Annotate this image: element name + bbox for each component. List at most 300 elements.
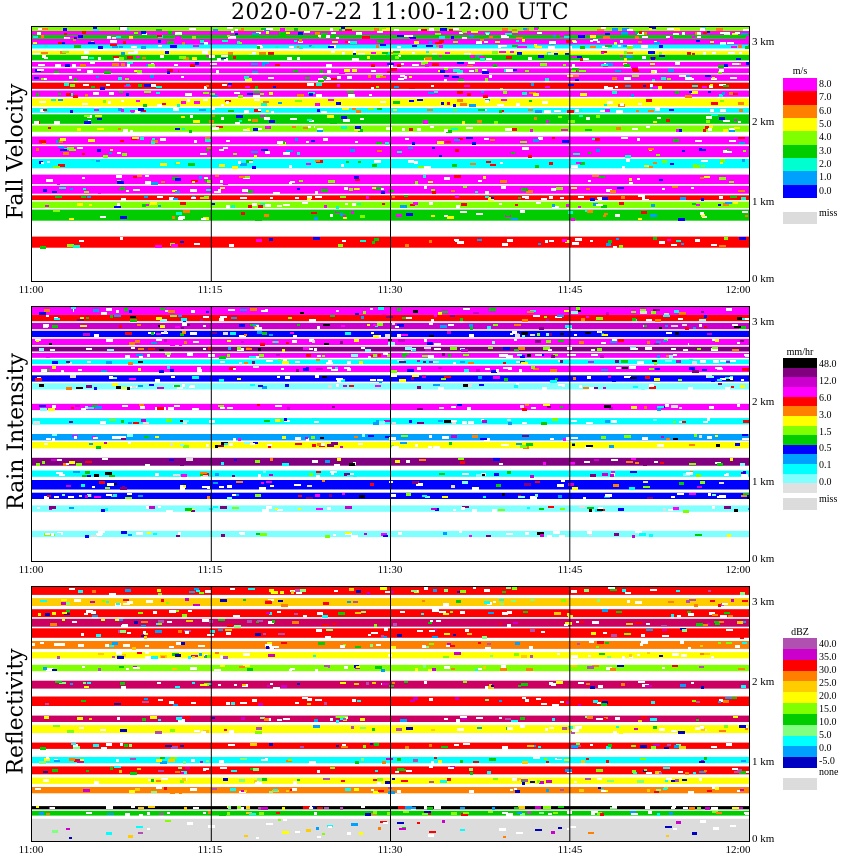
noise-cell	[563, 64, 566, 66]
noise-cell	[696, 217, 699, 219]
noise-cell	[98, 57, 101, 60]
noise-cell	[148, 348, 155, 350]
noise-cell	[635, 531, 640, 533]
noise-cell	[611, 471, 615, 473]
noise-cell	[89, 718, 92, 720]
noise-cell	[549, 240, 554, 242]
noise-cell	[367, 779, 370, 781]
noise-cell	[558, 495, 562, 498]
noise-cell	[239, 42, 242, 44]
noise-cell	[312, 444, 316, 447]
noise-cell	[502, 746, 508, 749]
noise-cell	[512, 31, 518, 33]
noise-cell	[312, 460, 318, 463]
noise-cell	[144, 91, 151, 93]
noise-cell	[272, 620, 275, 623]
noise-cell	[691, 187, 694, 189]
noise-cell	[624, 435, 631, 438]
noise-cell	[659, 55, 665, 57]
noise-cell	[601, 342, 606, 344]
noise-cell	[535, 165, 539, 168]
noise-cell	[193, 120, 200, 123]
noise-cell	[218, 684, 221, 686]
noise-cell	[174, 64, 178, 66]
noise-cell	[109, 92, 114, 95]
noise-cell	[463, 308, 470, 310]
noise-cell	[743, 471, 746, 474]
noise-cell	[424, 166, 431, 169]
x-tick-label: 11:30	[377, 284, 403, 296]
noise-cell	[538, 55, 544, 58]
noise-cell	[295, 443, 302, 445]
noise-cell	[363, 311, 366, 314]
noise-cell	[378, 827, 381, 830]
noise-cell	[426, 51, 429, 53]
noise-cell	[567, 110, 574, 113]
noise-cell	[603, 632, 607, 634]
noise-cell	[229, 443, 233, 446]
noise-cell	[270, 683, 273, 685]
colorbar-swatch	[783, 692, 817, 703]
noise-cell	[543, 404, 550, 406]
noise-cell	[69, 149, 76, 151]
noise-cell	[415, 459, 419, 461]
noise-cell	[465, 629, 469, 632]
noise-cell	[120, 729, 127, 732]
noise-cell	[595, 138, 600, 141]
noise-cell	[536, 202, 541, 204]
noise-cell	[548, 46, 555, 49]
noise-cell	[34, 77, 39, 79]
noise-cell	[522, 39, 525, 42]
missing-label: miss	[819, 208, 838, 219]
noise-cell	[354, 436, 358, 438]
noise-cell	[78, 35, 83, 38]
noise-cell	[256, 727, 262, 730]
noise-cell	[257, 778, 262, 781]
noise-cell	[190, 115, 193, 118]
noise-cell	[121, 52, 125, 55]
noise-cell	[357, 700, 361, 702]
noise-cell	[137, 70, 142, 73]
noise-cell	[657, 444, 664, 447]
noise-cell	[153, 533, 157, 535]
noise-cell	[156, 333, 161, 335]
noise-cell	[520, 717, 525, 720]
noise-cell	[491, 685, 494, 687]
noise-cell	[344, 473, 350, 475]
noise-cell	[401, 334, 408, 336]
noise-cell	[412, 807, 416, 809]
noise-cell	[603, 215, 606, 217]
noise-cell	[659, 179, 663, 181]
noise-cell	[74, 37, 77, 39]
noise-cell	[152, 138, 155, 140]
noise-cell	[521, 683, 528, 686]
noise-cell	[171, 137, 177, 139]
noise-cell	[307, 83, 314, 86]
noise-cell	[338, 244, 343, 247]
noise-cell	[644, 406, 647, 409]
noise-cell	[256, 239, 262, 242]
noise-cell	[110, 315, 113, 318]
noise-cell	[413, 310, 418, 313]
noise-cell	[158, 506, 161, 508]
noise-cell	[350, 41, 357, 44]
noise-cell	[332, 41, 338, 43]
noise-cell	[591, 354, 598, 356]
noise-cell	[374, 743, 379, 746]
noise-cell	[138, 361, 143, 363]
noise-cell	[651, 746, 656, 749]
noise-cell	[35, 378, 42, 381]
noise-cell	[519, 77, 526, 79]
noise-cell	[303, 615, 307, 617]
noise-cell	[724, 237, 728, 240]
noise-cell	[697, 36, 701, 38]
noise-cell	[94, 334, 99, 337]
noise-cell	[405, 138, 409, 140]
noise-cell	[432, 191, 436, 194]
noise-cell	[277, 611, 281, 613]
noise-cell	[147, 828, 150, 830]
noise-cell	[84, 613, 88, 615]
noise-cell	[292, 126, 296, 128]
noise-cell	[318, 35, 321, 37]
noise-cell	[227, 497, 232, 500]
noise-cell	[170, 369, 174, 372]
noise-cell	[355, 761, 359, 764]
noise-cell	[425, 57, 432, 60]
noise-cell	[101, 370, 107, 372]
noise-cell	[303, 421, 307, 423]
noise-cell	[417, 630, 423, 632]
noise-cell	[209, 420, 215, 423]
noise-cell	[140, 137, 144, 140]
noise-cell	[229, 244, 234, 247]
colorbar-label: 1.5	[819, 426, 832, 438]
noise-cell	[442, 496, 448, 498]
noise-cell	[253, 128, 258, 131]
noise-cell	[161, 778, 168, 780]
noise-cell	[451, 668, 455, 670]
noise-cell	[652, 360, 657, 362]
noise-cell	[342, 493, 345, 495]
noise-cell	[320, 70, 323, 73]
noise-cell	[130, 130, 133, 132]
noise-cell	[707, 333, 712, 335]
noise-cell	[651, 701, 655, 704]
noise-cell	[205, 137, 210, 139]
noise-cell	[240, 532, 245, 535]
noise-cell	[694, 604, 698, 607]
noise-cell	[173, 474, 180, 476]
noise-cell	[372, 164, 377, 167]
noise-cell	[257, 620, 263, 622]
noise-cell	[359, 832, 363, 835]
noise-cell	[447, 778, 451, 781]
noise-cell	[672, 186, 678, 188]
colorbar-label: 20.0	[819, 691, 837, 702]
noise-cell	[630, 377, 637, 379]
noise-cell	[610, 589, 617, 591]
noise-cell	[673, 139, 679, 142]
noise-cell	[118, 77, 122, 80]
noise-cell	[200, 319, 203, 321]
noise-cell	[454, 175, 461, 178]
noise-cell	[642, 437, 648, 440]
noise-cell	[123, 644, 130, 647]
noise-cell	[164, 339, 167, 342]
noise-cell	[316, 83, 322, 86]
noise-cell	[453, 28, 459, 30]
noise-cell	[142, 701, 149, 703]
noise-cell	[237, 806, 241, 809]
noise-cell	[315, 196, 322, 198]
noise-cell	[464, 369, 469, 372]
noise-cell	[262, 778, 267, 781]
noise-cell	[666, 36, 670, 38]
noise-cell	[571, 311, 578, 314]
noise-cell	[657, 355, 660, 358]
noise-cell	[585, 332, 591, 334]
noise-cell	[447, 216, 454, 219]
noise-cell	[462, 421, 467, 424]
noise-cell	[627, 600, 630, 603]
noise-cell	[742, 159, 745, 162]
noise-cell	[226, 632, 231, 635]
noise-cell	[673, 828, 677, 830]
noise-cell	[236, 494, 239, 496]
noise-cell	[648, 51, 655, 54]
noise-cell	[255, 218, 262, 221]
noise-cell	[122, 624, 128, 627]
noise-cell	[484, 589, 490, 592]
noise-cell	[565, 53, 569, 55]
noise-cell	[101, 619, 105, 621]
noise-cell	[151, 791, 157, 793]
noise-cell	[96, 76, 99, 78]
noise-cell	[518, 685, 521, 687]
noise-cell	[275, 482, 281, 484]
noise-cell	[41, 162, 44, 164]
noise-cell	[51, 459, 57, 461]
noise-cell	[209, 55, 215, 58]
noise-cell	[171, 746, 178, 749]
noise-cell	[590, 240, 593, 242]
noise-cell	[590, 46, 596, 48]
noise-cell	[560, 333, 564, 335]
noise-cell	[228, 744, 235, 746]
noise-cell	[217, 58, 221, 61]
noise-cell	[48, 408, 55, 411]
noise-cell	[112, 46, 118, 48]
noise-cell	[588, 655, 591, 657]
noise-cell	[52, 669, 57, 671]
noise-cell	[537, 780, 540, 783]
noise-cell	[178, 315, 182, 317]
noise-cell	[139, 404, 144, 406]
noise-cell	[527, 311, 534, 313]
noise-cell	[45, 205, 49, 207]
noise-cell	[571, 56, 577, 58]
noise-cell	[232, 475, 235, 477]
noise-cell	[355, 646, 361, 648]
noise-cell	[85, 535, 89, 538]
noise-cell	[547, 406, 551, 408]
noise-cell	[483, 496, 486, 498]
noise-cell	[717, 379, 722, 381]
colorbar-unit: dBZ	[791, 627, 809, 638]
noise-cell	[667, 78, 671, 80]
noise-cell	[155, 436, 159, 438]
noise-cell	[342, 240, 346, 242]
noise-cell	[580, 58, 583, 61]
noise-cell	[530, 655, 533, 658]
noise-cell	[141, 621, 148, 623]
noise-cell	[460, 361, 465, 363]
noise-cell	[718, 701, 721, 703]
noise-cell	[393, 623, 397, 626]
noise-cell	[469, 324, 473, 327]
noise-cell	[499, 623, 502, 625]
noise-cell	[58, 99, 63, 101]
noise-cell	[323, 76, 327, 79]
noise-cell	[710, 41, 714, 43]
noise-cell	[527, 507, 530, 509]
noise-cell	[712, 77, 715, 79]
noise-cell	[730, 360, 736, 362]
noise-cell	[323, 778, 330, 780]
noise-cell	[74, 45, 81, 48]
noise-cell	[183, 716, 190, 719]
noise-cell	[404, 681, 408, 683]
noise-cell	[326, 35, 330, 38]
noise-cell	[36, 463, 40, 466]
noise-cell	[428, 834, 434, 837]
noise-cell	[260, 115, 265, 117]
noise-cell	[571, 218, 575, 221]
noise-cell	[422, 813, 428, 815]
noise-cell	[734, 771, 741, 773]
noise-cell	[250, 324, 253, 326]
noise-cell	[438, 760, 442, 763]
noise-cell	[181, 318, 187, 321]
noise-cell	[186, 458, 193, 461]
noise-cell	[521, 188, 528, 191]
noise-cell	[725, 697, 732, 699]
noise-cell	[518, 496, 525, 498]
noise-cell	[182, 83, 186, 85]
noise-cell	[469, 334, 474, 337]
noise-cell	[355, 612, 361, 614]
noise-cell	[739, 52, 742, 54]
noise-cell	[526, 443, 533, 446]
noise-cell	[571, 745, 578, 748]
noise-cell	[324, 176, 330, 179]
noise-cell	[408, 147, 413, 149]
noise-cell	[220, 407, 225, 409]
noise-cell	[422, 355, 428, 357]
noise-cell	[124, 744, 128, 747]
noise-cell	[244, 110, 249, 113]
noise-cell	[543, 462, 546, 465]
noise-cell	[604, 405, 611, 408]
noise-cell	[170, 791, 175, 794]
noise-cell	[447, 730, 454, 733]
noise-cell	[470, 327, 473, 330]
noise-cell	[360, 118, 364, 120]
noise-cell	[638, 41, 642, 43]
noise-cell	[486, 161, 491, 163]
noise-cell	[482, 420, 487, 423]
noise-cell	[330, 315, 335, 317]
noise-cell	[734, 326, 741, 328]
noise-cell	[485, 699, 489, 701]
noise-cell	[606, 312, 609, 315]
noise-cell	[138, 368, 141, 371]
noise-cell	[640, 745, 647, 748]
noise-cell	[510, 789, 513, 791]
noise-cell	[711, 244, 717, 246]
noise-cell	[640, 311, 647, 314]
noise-cell	[33, 36, 38, 38]
noise-cell	[632, 770, 636, 773]
noise-cell	[561, 480, 565, 482]
noise-cell	[244, 407, 247, 409]
noise-cell	[635, 622, 642, 624]
noise-cell	[441, 311, 448, 313]
noise-cell	[249, 161, 253, 163]
noise-cell	[354, 683, 359, 685]
noise-cell	[590, 744, 593, 746]
noise-cell	[158, 620, 164, 623]
noise-cell	[146, 506, 149, 509]
noise-cell	[549, 682, 553, 685]
noise-cell	[422, 600, 425, 602]
noise-cell	[706, 116, 712, 119]
noise-cell	[158, 205, 161, 207]
noise-cell	[57, 459, 62, 461]
noise-cell	[584, 436, 590, 439]
noise-cell	[741, 197, 746, 200]
noise-cell	[155, 473, 159, 476]
noise-cell	[181, 327, 184, 329]
noise-cell	[703, 52, 706, 55]
noise-cell	[284, 418, 287, 421]
noise-cell	[317, 836, 321, 838]
noise-cell	[43, 667, 47, 670]
noise-cell	[457, 91, 463, 94]
noise-cell	[373, 354, 377, 357]
noise-cell	[117, 436, 121, 439]
noise-cell	[241, 790, 244, 792]
noise-cell	[151, 332, 154, 335]
noise-cell	[725, 387, 730, 390]
colorbar-swatch	[783, 483, 817, 493]
noise-cell	[180, 485, 183, 487]
noise-cell	[338, 730, 343, 733]
noise-cell	[700, 820, 706, 823]
noise-cell	[60, 149, 67, 151]
noise-cell	[501, 99, 507, 101]
noise-cell	[316, 508, 323, 510]
noise-cell	[273, 192, 280, 195]
noise-cell	[535, 494, 538, 497]
noise-cell	[597, 599, 600, 602]
noise-cell	[732, 807, 739, 809]
noise-cell	[46, 813, 50, 815]
